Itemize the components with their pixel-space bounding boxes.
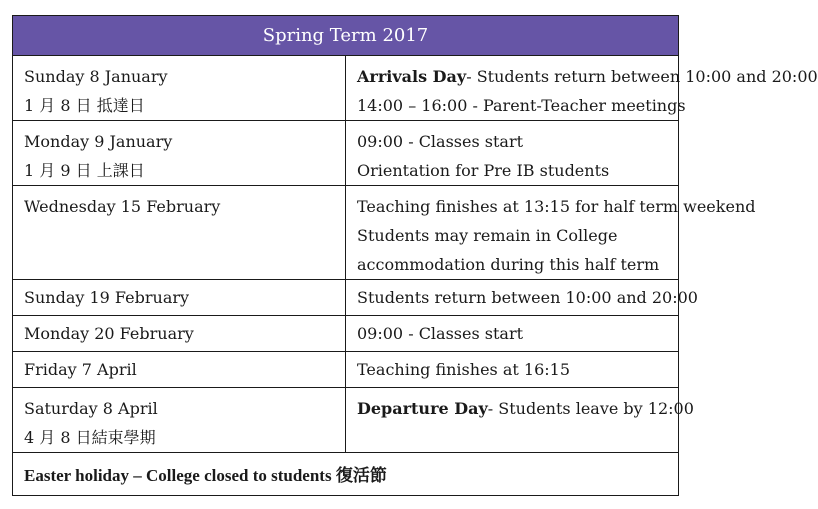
table-row <box>13 352 679 388</box>
table-row <box>13 56 679 121</box>
event-line: Teaching finishes at 13:15 for half term weekend <box>357 197 756 216</box>
date-cell <box>13 388 346 453</box>
table-footer-row <box>13 453 679 496</box>
event-line: 09:00 - Classes start <box>357 324 524 343</box>
table-row <box>13 388 679 453</box>
date-line: Wednesday 15 February <box>24 197 221 216</box>
event-cell <box>346 388 694 453</box>
event-text: - Students leave by 12:00 <box>487 399 694 418</box>
event-text: - Students return between 10:00 and 20:00 <box>466 67 818 86</box>
event-cell <box>346 316 679 352</box>
event-cell <box>346 121 679 186</box>
event-bold-label: Arrivals Day <box>357 67 467 86</box>
event-line: 09:00 - Classes start <box>357 132 524 151</box>
event-line <box>357 62 818 91</box>
table-row <box>13 186 679 280</box>
event-line <box>357 394 694 423</box>
event-line: Students return between 10:00 and 20:00 <box>357 288 698 307</box>
event-bold-label: Departure Day <box>357 399 488 418</box>
footer-text: Easter holiday – College closed to students 復活節 <box>24 466 387 485</box>
table-row <box>13 280 679 316</box>
date-cell <box>13 121 346 186</box>
date-line: Monday 20 February <box>24 324 194 343</box>
date-line-chinese: 1 月 9 日 上課日 <box>24 161 145 180</box>
date-cell <box>13 352 346 388</box>
table-row <box>13 316 679 352</box>
event-cell <box>346 280 698 316</box>
table-row <box>13 121 679 186</box>
date-line-chinese: 1 月 8 日 抵達日 <box>24 96 145 115</box>
date-line: Sunday 8 January <box>24 67 168 86</box>
date-line: Monday 9 January <box>24 132 173 151</box>
spring-term-table <box>12 15 818 496</box>
date-cell <box>13 316 346 352</box>
date-line: Friday 7 April <box>24 360 137 379</box>
event-line: Teaching finishes at 16:15 <box>357 360 570 379</box>
event-cell <box>346 352 679 388</box>
date-cell <box>13 186 346 280</box>
date-line: Sunday 19 February <box>24 288 190 307</box>
date-line-chinese: 4 月 8 日結束學期 <box>24 428 156 447</box>
date-cell <box>13 56 346 121</box>
event-line: 14:00 – 16:00 - Parent-Teacher meetings <box>357 96 686 115</box>
footer-cell <box>13 453 679 496</box>
date-line: Saturday 8 April <box>24 399 158 418</box>
date-cell <box>13 280 346 316</box>
event-cell <box>346 56 818 121</box>
event-line: Orientation for Pre IB students <box>357 161 610 180</box>
event-line: Students may remain in College accommodation during this half term <box>357 226 660 274</box>
event-cell <box>346 186 756 280</box>
table-title: Spring Term 2017 <box>13 16 679 56</box>
